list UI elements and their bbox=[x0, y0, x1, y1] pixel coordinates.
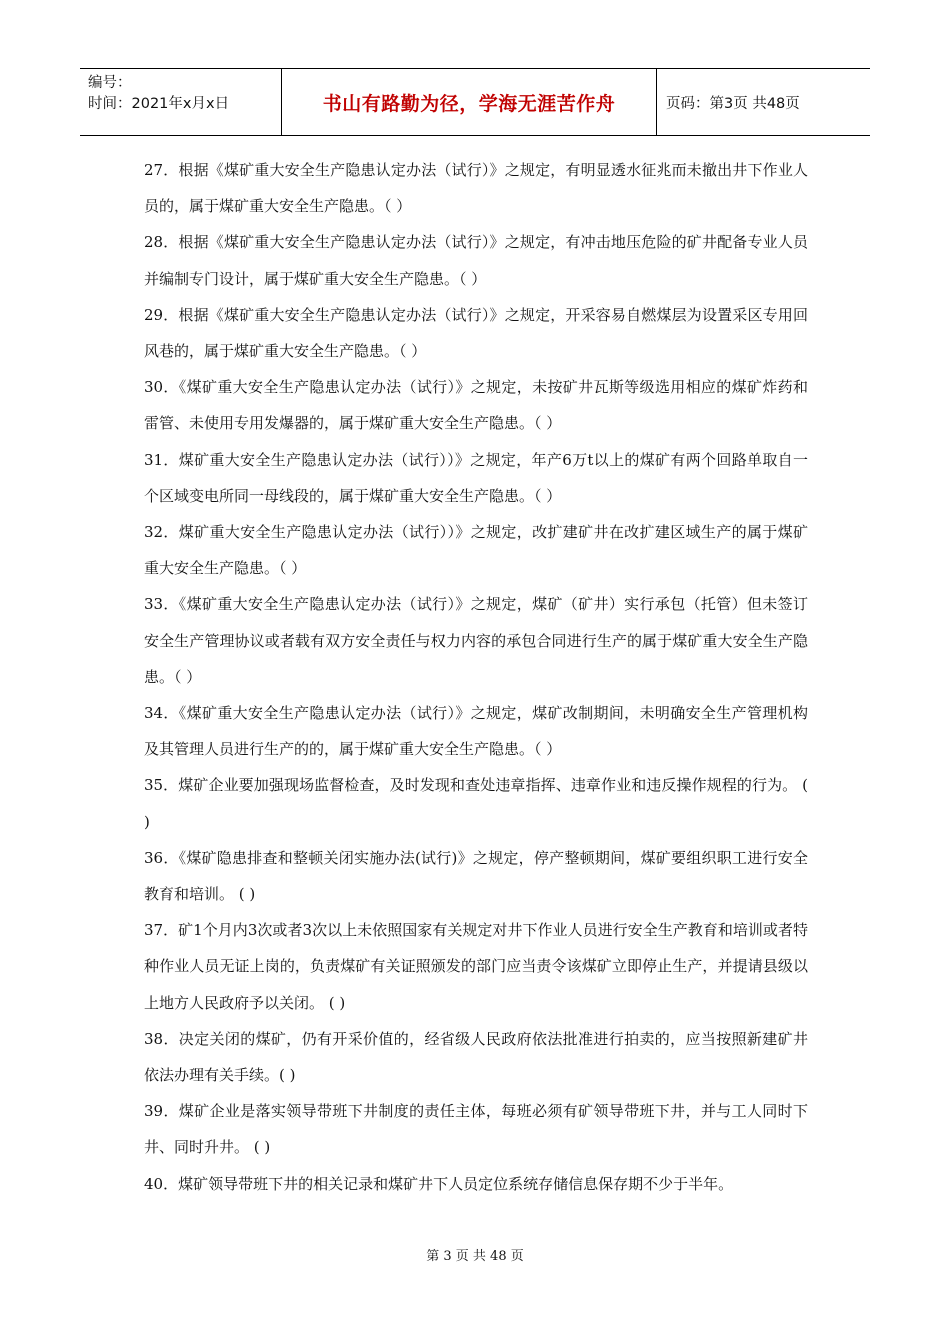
question-38: 38．决定关闭的煤矿，仍有开采价值的，经省级人民政府依法批准进行拍卖的，应当按照新建矿井依法办理有关手续。( ) bbox=[144, 1029, 808, 1085]
header-page-info: 页码：第3页 共48页 bbox=[666, 95, 800, 112]
header-motto: 书山有路勤为径，学海无涯苦作舟 bbox=[282, 69, 657, 135]
header-meta bbox=[80, 69, 282, 135]
time-label: 时间：2021年x月x日 bbox=[88, 96, 230, 112]
question-35: 35．煤矿企业要加强现场监督检查，及时发现和查处违章指挥、违章作业和违反操作规程的行为。 ( ) bbox=[144, 776, 808, 831]
question-30: 30．《煤矿重大安全生产隐患认定办法（试行）》之规定，未按矿井瓦斯等级选用相应的煤矿炸药和雷管、未使用专用发爆器的，属于煤矿重大安全生产隐患。（ ） bbox=[144, 378, 808, 433]
question-29: 29．根据《煤矿重大安全生产隐患认定办法（试行）》之规定，开采容易自燃煤层为设置采区专用回风巷的，属于煤矿重大安全生产隐患。（ ） bbox=[144, 305, 808, 361]
question-31: 31．煤矿重大安全生产隐患认定办法（试行））》之规定，年产6万t以上的煤矿有两个回路单取自一个区域变电所同一母线段的，属于煤矿重大安全生产隐患。（ ） bbox=[144, 450, 808, 505]
page-footer: 第 3 页 共 48 页 bbox=[426, 1249, 524, 1264]
question-37: 37．矿1个月内3次或者3次以上未依照国家有关规定对井下作业人员进行安全生产教育和培训或者特种作业人员无证上岗的，负责煤矿有关证照颁发的部门应当责令该煤矿立即停止生产，并提请县级以上地方人民政府予以关闭。 ( ) bbox=[144, 921, 808, 1012]
question-33: 33．《煤矿重大安全生产隐患认定办法（试行）》之规定，煤矿（矿井）实行承包（托管）但未签订安全生产管理协议或者载有双方安全责任与权力内容的承包合同进行生产的属于煤矿重大安全生产隐患。（ ） bbox=[144, 595, 808, 686]
question-36: 36．《煤矿隐患排查和整顿关闭实施办法(试行)》之规定，停产整顿期间，煤矿要组织职工进行安全教育和培训。 ( ) bbox=[144, 848, 808, 904]
question-40: 40．煤矿领导带班下井的相关记录和煤矿井下人员定位系统存储信息保存期不少于半年。 bbox=[144, 1174, 734, 1193]
page-header bbox=[80, 68, 870, 136]
question-28: 28．根据《煤矿重大安全生产隐患认定办法（试行）》之规定，有冲击地压危险的矿井配备专业人员并编制专门设计，属于煤矿重大安全生产隐患。（ ） bbox=[144, 233, 808, 288]
number-label: 编号： bbox=[88, 75, 132, 91]
question-39: 39．煤矿企业是落实领导带班下井制度的责任主体，每班必须有矿领导带班下井，并与工人同时下井、同时升井。 ( ) bbox=[144, 1102, 808, 1157]
question-list bbox=[144, 152, 808, 1202]
question-32: 32．煤矿重大安全生产隐患认定办法（试行））》之规定，改扩建矿井在改扩建区域生产的属于煤矿重大安全生产隐患。（ ） bbox=[144, 523, 808, 578]
question-27: 27．根据《煤矿重大安全生产隐患认定办法（试行）》之规定，有明显透水征兆而未撤出井下作业人员的，属于煤矿重大安全生产隐患。（ ） bbox=[144, 161, 808, 216]
question-34: 34．《煤矿重大安全生产隐患认定办法（试行）》之规定，煤矿改制期间，未明确安全生产管理机构及其管理人员进行生产的的，属于煤矿重大安全生产隐患。（ ） bbox=[144, 704, 808, 759]
